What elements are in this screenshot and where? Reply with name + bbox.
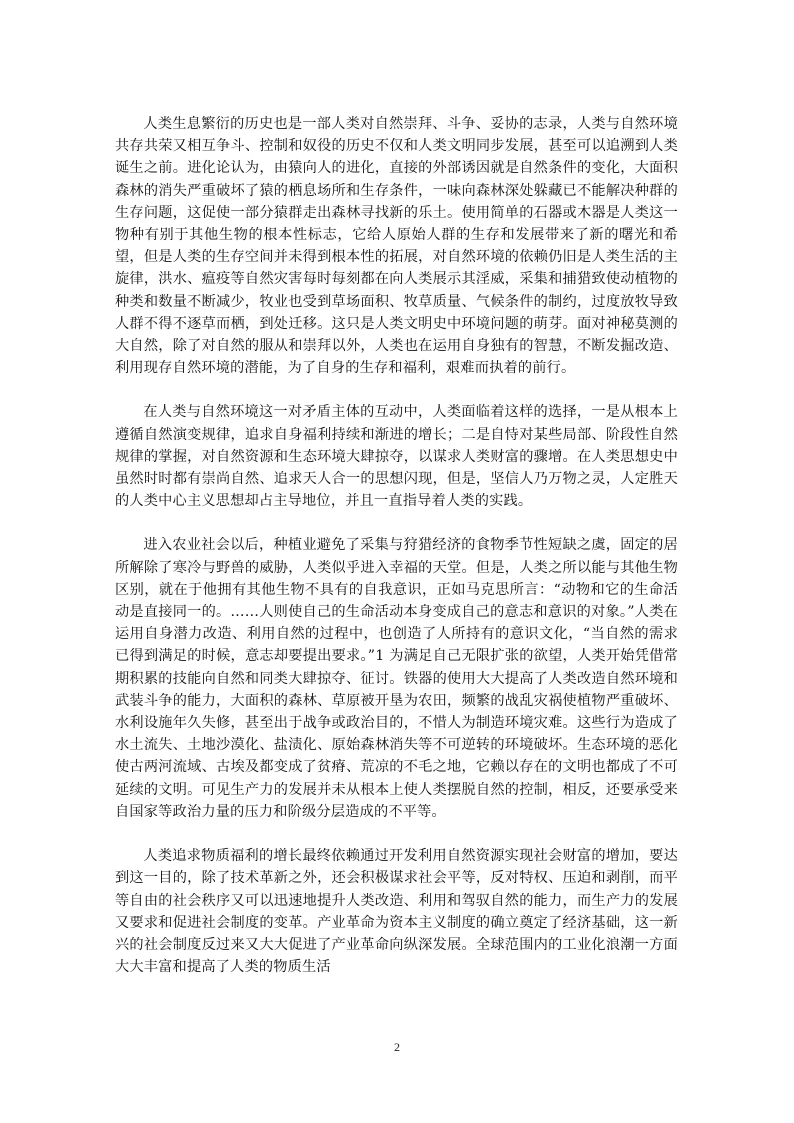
page-number: 2 <box>394 1040 400 1054</box>
paragraph-4: 人类追求物质福利的增长最终依赖通过开发利用自然资源实现社会财富的增加，要达到这一目的，除了技术革新之外，还会积极谋求社会平等，反对特权、压迫和剥削，而平等自由的社会秩序又可以迅速地提升人类改造、利用和驾驭自然的能力，而生产力的发展又要求和促进社会制度的变革。产业革命为资本主义制度的确立奠定了经济基础，这一新兴的社会制度反过来又大大促进了产业革命向纵深发展。全球范围内的工业化浪潮一方面大大丰富和提高了人类的物质生活 <box>115 848 678 976</box>
document-body <box>115 113 678 1000</box>
paragraph-3: 进入农业社会以后，种植业避免了采集与狩猎经济的食物季节性短缺之虞，固定的居所解除了寒冷与野兽的威胁，人类似乎进入幸福的天堂。但是，人类之所以能与其他生物区别，就在于他拥有其他生物不具有的自我意识，正如马克思所言：“动物和它的生命活动是直接同一的。……人则使自己的生命活动本身变成自己的意志和意识的对象。”人类在运用自身潜力改造、利用自然的过程中，也创造了人所持有的意识文化，“当自然的需求已得到满足的时候，意志却要提出要求。”1 为满足自己无限扩张的欲望，人类开始凭借常期积累的技能向自然和同类大肆掠夺、征讨。铁器的使用大大提高了人类改造自然环境和武装斗争的能力，大面积的森林、草原被开垦为农田，频繁的战乱灾祸使植物严重破坏、水利设施年久失修，甚至出于战争或政治目的，不惜人为制造环境灾难。这些行为造成了水土流失、土地沙漠化、盐渍化、原始森林消失等不可逆转的环境破坏。生态环境的恶化使古两河流域、古埃及都变成了贫瘠、荒凉的不毛之地，它赖以存在的文明也都成了不可延续的文明。可见生产力的发展并未从根本上使人类摆脱自然的控制，相反，还要承受来自国家等政治力量的压力和阶级分层造成的不平等。 <box>115 537 678 820</box>
paragraph-1: 人类生息繁衍的历史也是一部人类对自然崇拜、斗争、妥协的志录，人类与自然环境共存共荣又相互争斗、控制和奴役的历史不仅和人类文明同步发展，甚至可以追溯到人类诞生之前。进化论认为，由猿向人的进化，直接的外部诱因就是自然条件的变化，大面积森林的消失严重破坏了猿的栖息场所和生存条件，一味向森林深处躲藏已不能解决种群的生存问题，这促使一部分猿群走出森林寻找新的乐土。使用简单的石器或木器是人类这一物种有别于其他生物的根本性标志，它给人原始人群的生存和发展带来了新的曙光和希望，但是人类的生存空间并未得到根本性的拓展，对自然环境的依赖仍旧是人类生活的主旋律，洪水、瘟疫等自然灾害每时每刻都在向人类展示其淫威，采集和捕猎致使动植物的种类和数量不断减少，牧业也受到草场面积、牧草质量、气候条件的制约，过度放牧导致人群不得不逐草而栖，到处迁移。这只是人类文明史中环境问题的萌芽。面对神秘莫测的大自然，除了对自然的服从和崇拜以外，人类也在运用自身独有的智慧，不断发掘改造、利用现存自然环境的潜能，为了自身的生存和福利，艰难而执着的前行。 <box>115 116 678 377</box>
paragraph-2: 在人类与自然环境这一对矛盾主体的互动中，人类面临着这样的选择，一是从根本上遵循自然演变规律，追求自身福利持续和渐进的增长；二是自恃对某些局部、阶段性自然规律的掌握，对自然资源和生态环境大肆掠夺，以谋求人类财富的骤增。在人类思想史中虽然时时都有崇尚自然、追求天人合一的思想闪现，但是，坚信人乃万物之灵，人定胜天的人类中心主义思想却占主导地位，并且一直指导着人类的实践。 <box>115 404 678 510</box>
